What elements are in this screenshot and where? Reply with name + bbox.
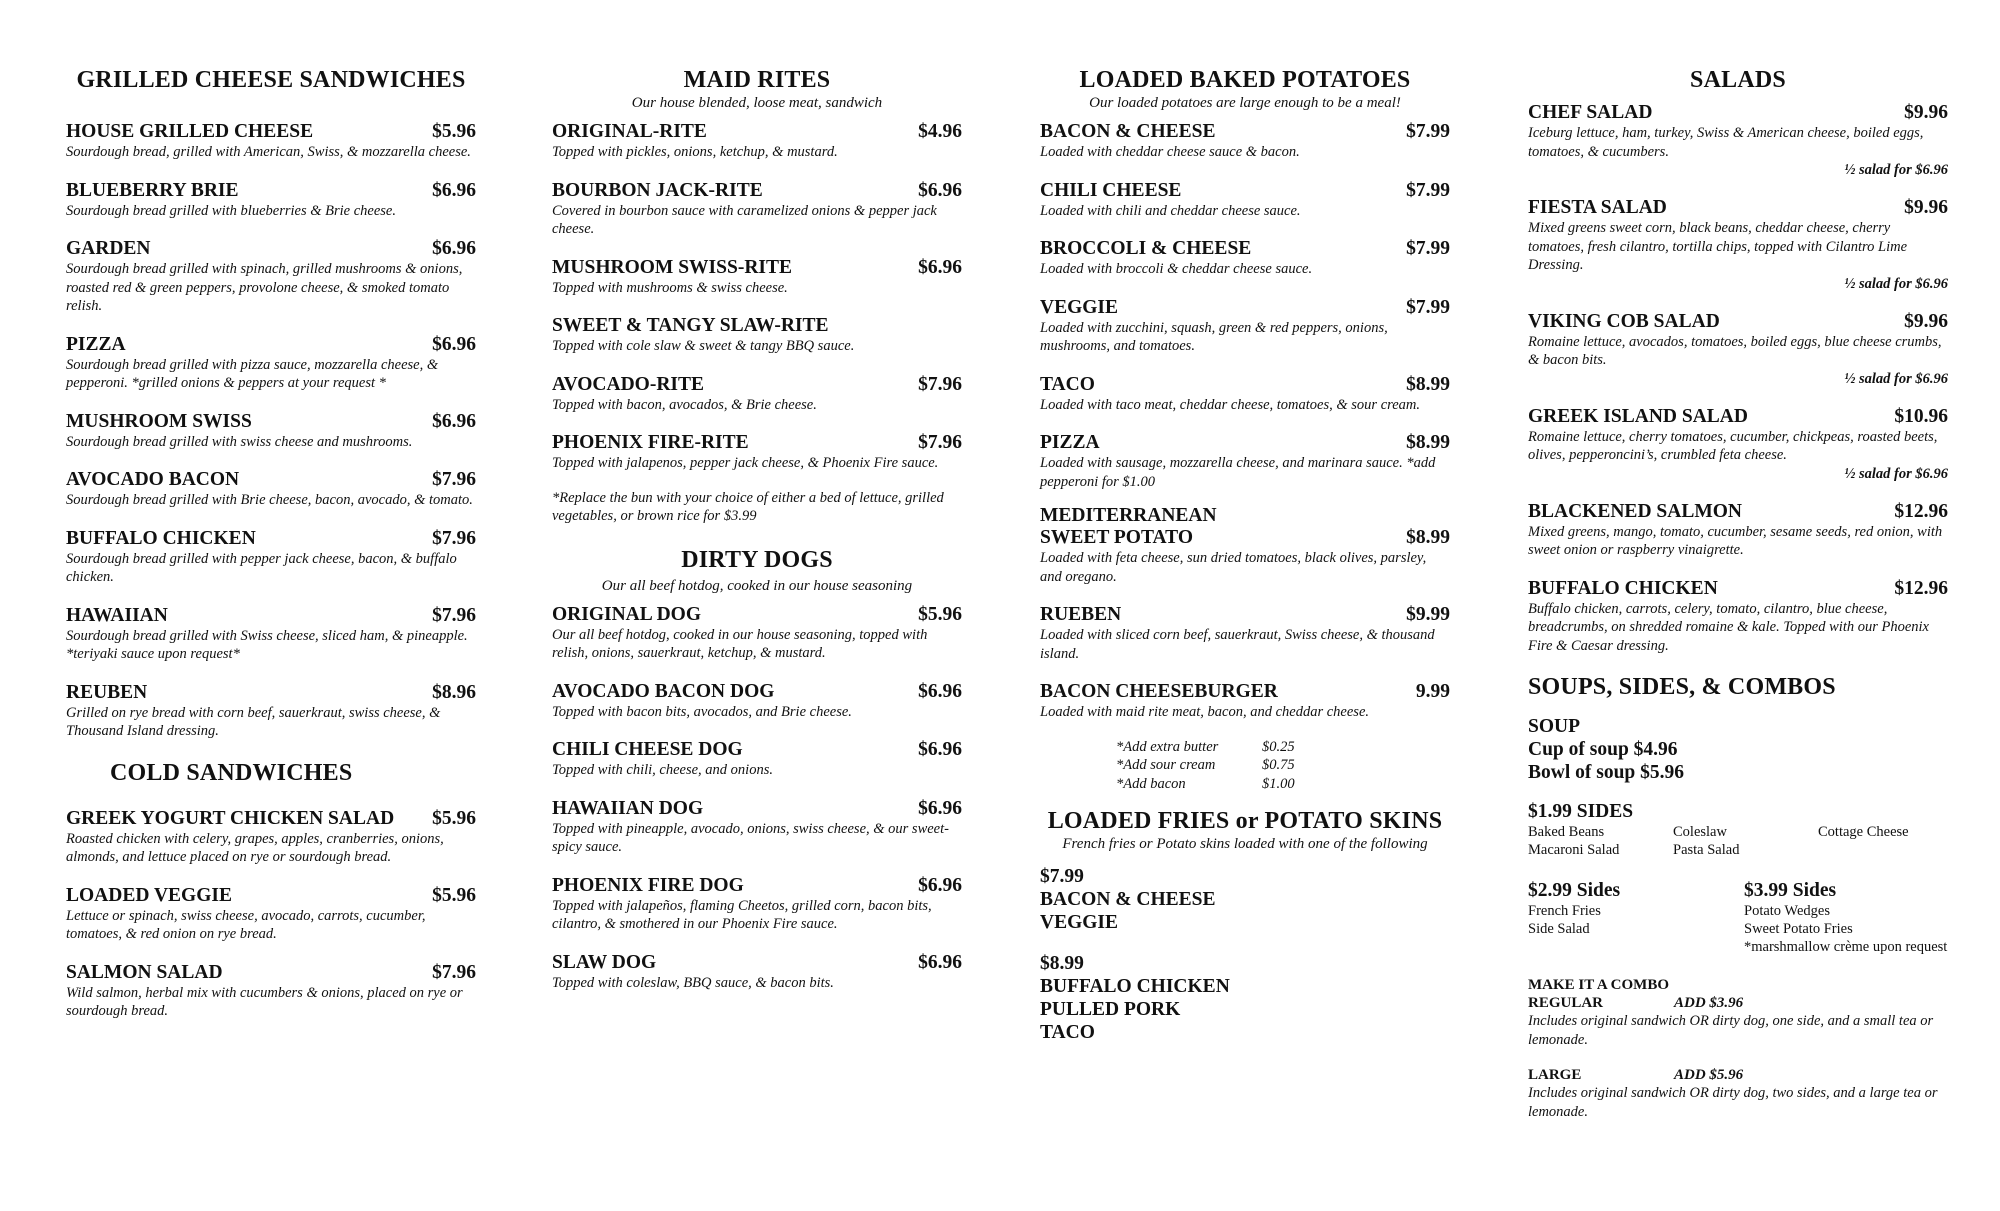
side-item: Cottage Cheese [1818, 824, 1909, 840]
fries-option: VEGGIE [1040, 912, 1119, 933]
item-description: Topped with cole slaw & sweet & tangy BBQ sauce. [552, 338, 855, 354]
fries-option: TACO [1040, 1022, 1095, 1043]
item-header [552, 604, 962, 626]
item-name: MUSHROOM SWISS [66, 410, 252, 432]
combo-large-desc: Includes original sandwich OR dirty dog, two sides, and a large tea or lemonade. [1528, 1085, 1938, 1120]
item-price: $6.96 [918, 874, 962, 896]
potato-addons [1040, 738, 1450, 794]
menu-item [66, 411, 476, 452]
item-name: SALMON SALAD [66, 961, 223, 983]
sides-199-grid [1528, 823, 1948, 859]
item-price: $12.96 [1894, 577, 1948, 599]
item-name: MEDITERRANEAN [1040, 505, 1217, 526]
addon-price: $0.75 [1262, 757, 1295, 773]
item-header [66, 411, 476, 433]
menu-item [1040, 681, 1450, 722]
side-item: *marshmallow crème upon request [1744, 939, 1948, 955]
soup-label: SOUP [1528, 716, 1581, 737]
section-subtitle-maid-rites: Our house blended, loose meat, sandwich [631, 95, 883, 111]
item-price: $9.96 [1904, 102, 1948, 123]
item-description: Loaded with cheddar cheese sauce & bacon. [1040, 144, 1300, 160]
maid-rites-column [552, 66, 962, 1010]
cup-of-soup: Cup of soup $4.96 [1528, 739, 1678, 760]
item-price: $7.96 [432, 961, 476, 983]
item-name: LOADED VEGGIE [66, 884, 232, 906]
item-header [66, 238, 476, 260]
item-description: Sourdough bread grilled with swiss cheese and mushrooms. [66, 433, 413, 450]
item-header [66, 334, 476, 356]
item-description: Wild salmon, herbal mix with cucumbers & onions, placed on rye or sourdough bread. [66, 984, 463, 1019]
side-item: Baked Beans [1528, 824, 1605, 840]
item-description: Topped with bacon, avocados, & Brie cheese. [552, 396, 817, 413]
menu-item [66, 808, 476, 867]
item-description: Loaded with feta cheese, sun dried tomatoes, black olives, parsley, [1040, 550, 1427, 566]
section-title-grilled-cheese: GRILLED CHEESE SANDWICHES [76, 67, 466, 93]
half-salad-price: ½ salad for $6.96 [1844, 465, 1948, 482]
item-name: BUFFALO CHICKEN [66, 527, 256, 549]
item-description: Buffalo chicken, carrots, celery, tomato, cilantro, blue cheese, breadcrumbs, on shredded romaine & kale. Topped with our Phoenix Fire & Caesar dressing. [1528, 600, 1929, 654]
combo-regular [1528, 994, 1948, 1012]
item-name: ORIGINAL-RITE [552, 121, 707, 142]
item-description: Loaded with sausage, mozzarella cheese, and marinara sauce. *add pepperoni for $1.00 [1040, 455, 1436, 490]
item-price: $7.99 [1406, 121, 1450, 142]
sides-299-list [1528, 902, 1744, 938]
item-description: Sourdough bread grilled with Brie cheese, bacon, avocado, & tomato. [66, 492, 473, 508]
item-name: AVOCADO BACON [66, 469, 240, 490]
item-header [552, 121, 962, 143]
addon-price: $0.25 [1262, 738, 1295, 755]
sides-grid [1528, 879, 1948, 956]
item-name: VEGGIE [1040, 296, 1119, 318]
item-header [1040, 432, 1450, 454]
menu-item [1040, 374, 1450, 415]
fries-option: BACON & CHEESE [1040, 889, 1216, 910]
item-header [1528, 102, 1948, 124]
item-name: REUBEN [66, 681, 148, 703]
addon-row [1116, 738, 1450, 757]
item-description: Topped with coleslaw, BBQ sauce, & bacon bits. [552, 974, 834, 991]
fries-option: PULLED PORK [1040, 999, 1181, 1020]
item-price: $6.96 [918, 739, 962, 760]
item-description: Sourdough bread grilled with pizza sauce, mozzarella cheese, & pepperoni. *grilled onions & peppers at your request * [66, 356, 439, 391]
item-description: Loaded with broccoli & cheddar cheese sauce. [1040, 261, 1313, 277]
item-description: Roasted chicken with celery, grapes, apples, cranberries, onions, almonds, and lettuce placed on rye or sourdough bread. [66, 830, 444, 865]
fries-option: $7.99 [1040, 866, 1084, 887]
menu-item [1040, 297, 1450, 356]
item-name: GREEK YOGURT CHICKEN SALAD [66, 807, 395, 829]
grilled-cheese-items [66, 121, 476, 741]
combo-title: MAKE IT A COMBO [1528, 977, 1669, 993]
item-description: Our all beef hotdog, cooked in our house seasoning, topped with relish, onions, sauerkraut, ketchup, & mustard. [552, 626, 928, 661]
item-description: Sourdough bread grilled with Swiss cheese, sliced ham, & pineapple. *teriyaki sauce upon request* [66, 627, 468, 662]
item-description: Topped with chili, cheese, and onions. [552, 762, 773, 778]
menu-item [1528, 406, 1948, 483]
item-description: Lettuce or spinach, swiss cheese, avocado, carrots, cucumber, tomatoes, & red onion on rye bread. [66, 907, 426, 942]
side-item: French Fries [1528, 903, 1601, 919]
item-name: CHILI CHEESE DOG [552, 739, 743, 760]
sides-299-block [1528, 879, 1744, 956]
item-description: and oregano. [1040, 568, 1117, 585]
item-header [66, 962, 476, 984]
section-title-cold-sandwiches: COLD SANDWICHES [110, 759, 353, 786]
item-header [1528, 578, 1948, 600]
item-price: $8.99 [1406, 527, 1450, 548]
combo-large [1528, 1066, 1948, 1084]
side-item: Potato Wedges [1744, 903, 1830, 919]
item-name: CHILI CHEESE [1040, 179, 1182, 201]
item-price: $9.99 [1406, 604, 1450, 625]
bun-replacement-note: *Replace the bun with your choice of either a bed of lettuce, grilled vegetables, or brown rice for $3.99 [552, 489, 944, 524]
item-header [552, 681, 962, 703]
item-name: SLAW DOG [552, 951, 657, 973]
item-name: BUFFALO CHICKEN [1528, 577, 1718, 599]
item-price: $7.96 [432, 469, 476, 490]
menu-item [66, 605, 476, 664]
item-name: VIKING COB SALAD [1528, 310, 1720, 332]
item-price: $6.96 [432, 410, 476, 432]
item-price: $7.96 [432, 604, 476, 626]
item-header [1528, 501, 1948, 523]
item-header [552, 798, 962, 820]
item-description: Topped with jalapeños, flaming Cheetos, grilled corn, bacon bits, cilantro, & smothered in our Phoenix Fire sauce. [552, 897, 932, 932]
item-price: $7.99 [1406, 238, 1450, 259]
section-subtitle-dirty-dogs: Our all beef hotdog, cooked in our house seasoning [601, 577, 913, 594]
potatoes-column [1040, 66, 1450, 1044]
menu-item [66, 962, 476, 1021]
section-title-dirty-dogs: DIRTY DOGS [681, 546, 833, 573]
item-price: $7.99 [1406, 179, 1450, 201]
item-price: $6.96 [918, 680, 962, 702]
grilled-cheese-column [66, 66, 476, 1039]
fries-option: BUFFALO CHICKEN [1040, 976, 1230, 997]
item-description: Loaded with maid rite meat, bacon, and cheddar cheese. [1040, 704, 1370, 720]
item-price: $6.96 [432, 179, 476, 201]
item-name: HOUSE GRILLED CHEESE [66, 121, 314, 142]
item-header [66, 121, 476, 143]
item-name: BOURBON JACK-RITE [552, 179, 763, 201]
menu-item [552, 798, 962, 857]
menu-item [552, 315, 962, 356]
item-description: Loaded with zucchini, squash, green & red peppers, onions, mushrooms, and tomatoes. [1040, 319, 1388, 354]
item-price: $5.96 [432, 884, 476, 906]
section-title-maid-rites: MAID RITES [683, 67, 831, 93]
menu-item [1528, 501, 1948, 560]
item-price: $7.96 [432, 527, 476, 549]
item-description: Sourdough bread, grilled with American, Swiss, & mozzarella cheese. [66, 144, 471, 160]
sides-399-label: $3.99 Sides [1744, 880, 1837, 901]
potato-items-2 [1040, 604, 1450, 722]
item-name: PIZZA [1040, 432, 1100, 453]
side-item: Pasta Salad [1673, 842, 1740, 858]
addon-price: $1.00 [1262, 775, 1295, 792]
sides-399-list [1744, 902, 1960, 956]
menu-item [552, 121, 962, 162]
menu-item [552, 432, 962, 473]
bowl-of-soup: Bowl of soup $5.96 [1528, 762, 1685, 783]
item-header [1040, 374, 1450, 396]
item-price: $7.99 [1406, 296, 1450, 318]
item-name: PIZZA [66, 333, 126, 355]
item-price: $8.99 [1406, 373, 1450, 395]
item-description: Topped with jalapenos, pepper jack cheese, & Phoenix Fire sauce. [552, 455, 939, 471]
cold-sandwich-items [66, 808, 476, 1021]
menu-item [1040, 432, 1450, 491]
item-price: $7.96 [918, 373, 962, 395]
menu-item [1528, 102, 1948, 179]
menu-item [66, 334, 476, 393]
side-item [1818, 841, 1963, 859]
item-description: Loaded with chili and cheddar cheese sauce. [1040, 202, 1301, 219]
salads-column [1528, 66, 1948, 1121]
potato-items [1040, 121, 1450, 491]
item-description: Topped with pineapple, avocado, onions, swiss cheese, & our sweet-spicy sauce. [552, 820, 949, 855]
item-name: GARDEN [66, 238, 151, 259]
salad-items [1528, 102, 1948, 655]
item-description: Covered in bourbon sauce with caramelized onions & pepper jack cheese. [552, 202, 937, 237]
item-price: $10.96 [1894, 405, 1948, 427]
fries-option: $8.99 [1040, 953, 1084, 974]
combo-large-price: ADD $5.96 [1674, 1067, 1744, 1083]
item-price: $8.99 [1406, 432, 1450, 453]
section-title-salads: SALADS [1690, 67, 1786, 93]
half-salad-price: ½ salad for $6.96 [1844, 162, 1948, 178]
item-name: PHOENIX FIRE DOG [552, 874, 744, 896]
item-name: AVOCADO BACON DOG [552, 680, 775, 702]
item-name: RUEBEN [1040, 604, 1122, 625]
item-price: $6.96 [918, 256, 962, 278]
item-header [552, 875, 962, 897]
item-description: Grilled on rye bread with corn beef, sauerkraut, swiss cheese, & Thousand Island dressing. [66, 704, 441, 739]
item-name: FIESTA SALAD [1528, 197, 1667, 218]
item-name: BLACKENED SALMON [1528, 500, 1742, 522]
item-header [66, 469, 476, 491]
addon-label: *Add bacon [1116, 775, 1186, 792]
item-description: Sourdough bread grilled with blueberries & Brie cheese. [66, 202, 396, 219]
addon-row [1116, 756, 1450, 775]
item-header [66, 180, 476, 202]
menu-item [552, 374, 962, 415]
menu-item [552, 257, 962, 298]
item-header [1040, 121, 1450, 143]
item-description: Topped with mushrooms & swiss cheese. [552, 279, 788, 296]
item-header [1040, 527, 1450, 549]
item-price: $6.96 [432, 333, 476, 355]
item-header [552, 315, 962, 337]
item-header [552, 432, 962, 454]
item-price: $6.96 [918, 179, 962, 201]
item-header [1040, 238, 1450, 260]
item-price: $5.96 [432, 807, 476, 829]
menu-item [1528, 578, 1948, 656]
menu-item [66, 121, 476, 162]
item-header [552, 374, 962, 396]
section-subtitle-potatoes: Our loaded potatoes are large enough to be a meal! [1089, 95, 1401, 111]
menu-item [552, 739, 962, 780]
menu-item [1040, 604, 1450, 663]
item-name: HAWAIIAN DOG [552, 797, 704, 819]
side-item: Side Salad [1528, 921, 1590, 937]
item-description: Loaded with sliced corn beef, sauerkraut, Swiss cheese, & thousand island. [1040, 627, 1435, 662]
item-name: BACON & CHEESE [1040, 121, 1216, 142]
section-title-loaded-fries: LOADED FRIES or POTATO SKINS [1047, 808, 1443, 834]
combo-regular-desc: Includes original sandwich OR dirty dog, one side, and a small tea or lemonade. [1528, 1013, 1934, 1048]
menu-item [552, 604, 962, 663]
section-title-soups: SOUPS, SIDES, & COMBOS [1528, 674, 1836, 700]
menu-item [1040, 238, 1450, 279]
menu-item [66, 682, 476, 741]
item-price: $8.96 [432, 681, 476, 703]
item-header [66, 808, 476, 830]
fries-group-2 [1040, 952, 1450, 1044]
item-price: $6.96 [432, 238, 476, 259]
menu-item [1528, 197, 1948, 293]
item-description: Topped with bacon bits, avocados, and Brie cheese. [552, 703, 852, 720]
menu-item [66, 885, 476, 944]
item-description: Iceburg lettuce, ham, turkey, Swiss & American cheese, boiled eggs, tomatoes, & cucumbers. [1528, 125, 1924, 160]
menu-item [66, 180, 476, 221]
item-header [1040, 505, 1450, 527]
menu-item [552, 180, 962, 239]
side-item: Sweet Potato Fries [1744, 921, 1853, 937]
menu-item [1528, 311, 1948, 388]
item-header [552, 952, 962, 974]
item-header [1040, 604, 1450, 626]
item-price: $6.96 [918, 797, 962, 819]
item-header [66, 605, 476, 627]
menu-item [552, 681, 962, 722]
item-name: PHOENIX FIRE-RITE [552, 432, 749, 453]
item-header [1040, 180, 1450, 202]
dirty-dog-items [552, 604, 962, 993]
menu-item [1040, 180, 1450, 221]
item-name: SWEET POTATO [1040, 527, 1193, 548]
item-header [1528, 197, 1948, 219]
item-price: $6.96 [918, 951, 962, 973]
item-description: Loaded with taco meat, cheddar cheese, tomatoes, & sour cream. [1040, 396, 1421, 413]
menu-item [552, 952, 962, 993]
item-name: SWEET & TANGY SLAW-RITE [552, 315, 829, 336]
item-header [1528, 311, 1948, 333]
item-description: Sourdough bread grilled with spinach, grilled mushrooms & onions, roasted red & green peppers, provolone cheese, & smoked tomato relish. [66, 261, 463, 314]
item-header [552, 739, 962, 761]
item-header [1040, 297, 1450, 319]
addon-label: *Add sour cream [1116, 757, 1216, 773]
item-price: $5.96 [432, 121, 476, 142]
item-name: BACON CHEESEBURGER [1040, 681, 1278, 702]
item-price: 9.99 [1415, 681, 1450, 702]
addon-label: *Add extra butter [1116, 738, 1219, 755]
section-title-potatoes: LOADED BAKED POTATOES [1079, 67, 1411, 93]
half-salad-price: ½ salad for $6.96 [1844, 275, 1948, 292]
item-description: Mixed greens sweet corn, black beans, cheddar cheese, cherry tomatoes, fresh cilantro, tortilla chips, topped with Cilantro Lime Dressing. [1528, 220, 1908, 273]
sides-299-label: $2.99 Sides [1528, 880, 1621, 901]
item-name: ORIGINAL DOG [552, 603, 701, 625]
sides-399-block [1744, 879, 1960, 956]
item-name: AVOCADO-RITE [552, 373, 705, 395]
item-header [552, 180, 962, 202]
menu-item [552, 875, 962, 934]
item-header [1040, 681, 1450, 703]
item-name: GREEK ISLAND SALAD [1528, 405, 1748, 427]
maid-rite-items [552, 121, 962, 473]
combo-regular-label: REGULAR [1528, 995, 1604, 1011]
item-name: HAWAIIAN [66, 604, 168, 626]
item-description: Romaine lettuce, avocados, tomatoes, boiled eggs, blue cheese crumbs, & bacon bits. [1528, 333, 1942, 368]
item-header [66, 885, 476, 907]
item-description: Romaine lettuce, cherry tomatoes, cucumber, chickpeas, roasted beets, olives, pepperoncini’s, crumbled feta cheese. [1528, 428, 1938, 463]
half-salad-price: ½ salad for $6.96 [1844, 370, 1948, 387]
item-price: $5.96 [918, 603, 962, 625]
item-description: Topped with pickles, onions, ketchup, & mustard. [552, 144, 838, 160]
fries-group-1 [1040, 865, 1450, 934]
item-name: TACO [1040, 373, 1095, 395]
item-name: MUSHROOM SWISS-RITE [552, 256, 792, 278]
item-price: $4.96 [918, 121, 962, 142]
item-price: $7.96 [918, 432, 962, 453]
menu-item [66, 469, 476, 510]
item-price: $9.96 [1904, 197, 1948, 218]
side-item: Coleslaw [1673, 824, 1727, 840]
menu-item [66, 238, 476, 316]
menu-item [1040, 121, 1450, 162]
item-header [66, 528, 476, 550]
section-subtitle-loaded-fries: French fries or Potato skins loaded with one of the following [1062, 836, 1428, 852]
item-header [66, 682, 476, 704]
menu-item [66, 528, 476, 587]
combo-regular-price: ADD $3.96 [1674, 995, 1744, 1011]
item-name: BROCCOLI & CHEESE [1040, 238, 1252, 259]
menu-item [1040, 505, 1450, 586]
item-description: Mixed greens, mango, tomato, cucumber, sesame seeds, red onion, with sweet onion or raspberry vinaigrette. [1528, 523, 1943, 558]
combo-large-label: LARGE [1528, 1067, 1582, 1083]
item-header [552, 257, 962, 279]
item-header [1528, 406, 1948, 428]
side-item: Macaroni Salad [1528, 842, 1620, 858]
item-name: BLUEBERRY BRIE [66, 179, 239, 201]
item-price: $12.96 [1894, 500, 1948, 522]
item-price: $9.96 [1904, 310, 1948, 332]
addon-row [1116, 775, 1450, 794]
item-name: CHEF SALAD [1528, 102, 1653, 123]
sides-199-label: $1.99 SIDES [1528, 801, 1634, 822]
item-description: Sourdough bread grilled with pepper jack cheese, bacon, & buffalo chicken. [66, 550, 457, 585]
